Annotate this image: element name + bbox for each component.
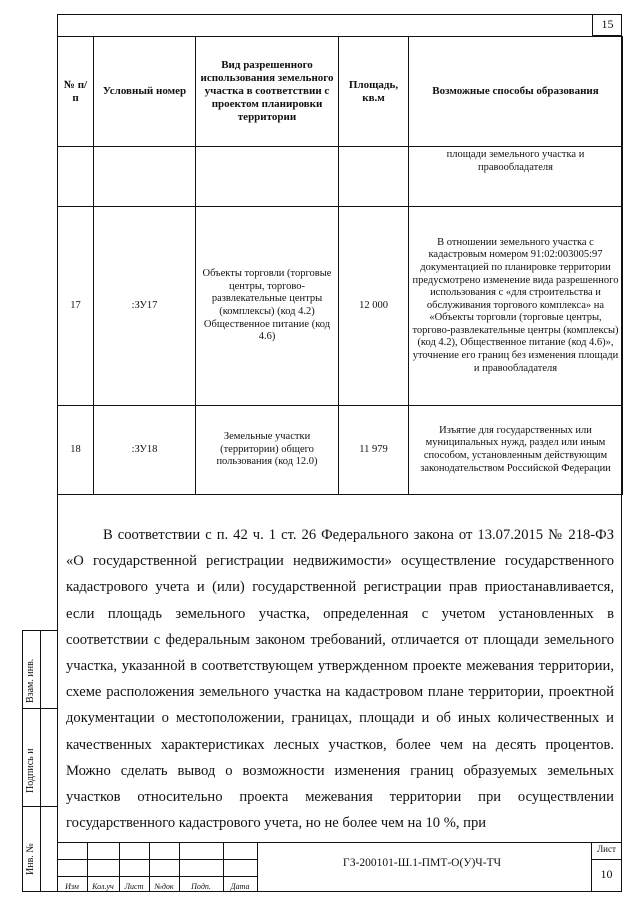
- stamp-label-signature: Подп.: [191, 882, 211, 891]
- sidebar-label-inventory: Инв. №: [25, 843, 36, 875]
- sheet-label: Лист: [597, 844, 616, 854]
- header-code: Условный номер: [94, 37, 196, 147]
- row-area: 12 000: [339, 207, 409, 406]
- row-method: Изъятие для государственных или муниципальных нужд, раздел или иным способом, установленным действующим законодательством Российской Федерации: [409, 406, 623, 495]
- header-use: Вид разрешенного использования земельного участка в соответствии с проектом планировки территории: [196, 37, 339, 147]
- sheet-number: 10: [600, 867, 613, 881]
- document-code: ГЗ-200101-Ш.1-ПМТ-О(У)Ч-ТЧ: [342, 857, 502, 869]
- row-num: 18: [58, 406, 94, 495]
- row-method: В отношении земельного участка с кадастровым номером 91:02:003005:97 документацией по планировке территории предусмотрено изменение вида разрешенного использования с «для строительства и обслуживания торгового комплекса» на «Объекты торговли (торговые центры, торгово-развлекательные центры (комплексы) (код 4.2), Общественное питание (код 4.6)», уточнение его границ без изменения площади и правообладателя: [409, 207, 623, 406]
- stamp-label-docnum: №док: [154, 882, 174, 891]
- header-num: № п/п: [58, 37, 94, 147]
- header-method: Возможные способы образования: [409, 37, 623, 147]
- page-number: 15: [592, 14, 622, 36]
- continuation-text: площади земельного участка и правообладателя: [409, 147, 623, 207]
- header-area: Площадь, кв.м: [339, 37, 409, 147]
- table-row: [58, 207, 623, 406]
- table-row: [58, 406, 623, 495]
- row-code: :ЗУ18: [94, 406, 196, 495]
- row-use: Объекты торговли (торговые центры, торгово-развлекательные центры (комплексы) (код 4.2) Общественное питание (код 4.6): [196, 207, 339, 406]
- table-row-continuation: [58, 147, 623, 207]
- title-block: [57, 842, 622, 892]
- table-header-row: [58, 37, 623, 147]
- row-num: 17: [58, 207, 94, 406]
- row-code: :ЗУ17: [94, 207, 196, 406]
- body-paragraph: В соответствии с п. 42 ч. 1 ст. 26 Федерального закона от 13.07.2015 № 218-ФЗ «О государственной регистрации недвижимости» осуществление государственного кадастрового учета и (или) государственной регистрации прав приостанавливается, если площадь земельного участка, определенная с учетом установленных в соответствии с федеральным законом требований, отличается от площади земельного участка, указанной в соответствующем утвержденном проекте межевания территории, схеме расположения земельного участка на кадастровом плане территории, проектной документации о местоположении, границах, площади и об иных количественных и качественных характеристиках лесных участков, более чем на десять процентов. Можно сделать вывод о возможности изменения границ образуемых земельных участков относительно проекта межевания территории при осуществлении государственного кадастрового учета, но не более чем на 10 %, при: [66, 527, 614, 832]
- stamp-label-date: Дата: [230, 882, 250, 891]
- sidebar-stamp: [22, 630, 57, 892]
- row-use: Земельные участки (территории) общего пользования (код 12.0): [196, 406, 339, 495]
- row-area: 11 979: [339, 406, 409, 495]
- sidebar-label-signature: Подпись и: [25, 748, 36, 793]
- stamp-label-sheet: Лист: [124, 882, 144, 891]
- stamp-label-count: Кол.уч: [92, 882, 114, 891]
- land-plots-table: [57, 36, 623, 495]
- stamp-label-change: Изм: [65, 882, 79, 891]
- sidebar-label-replace: Взам. инв.: [25, 658, 36, 703]
